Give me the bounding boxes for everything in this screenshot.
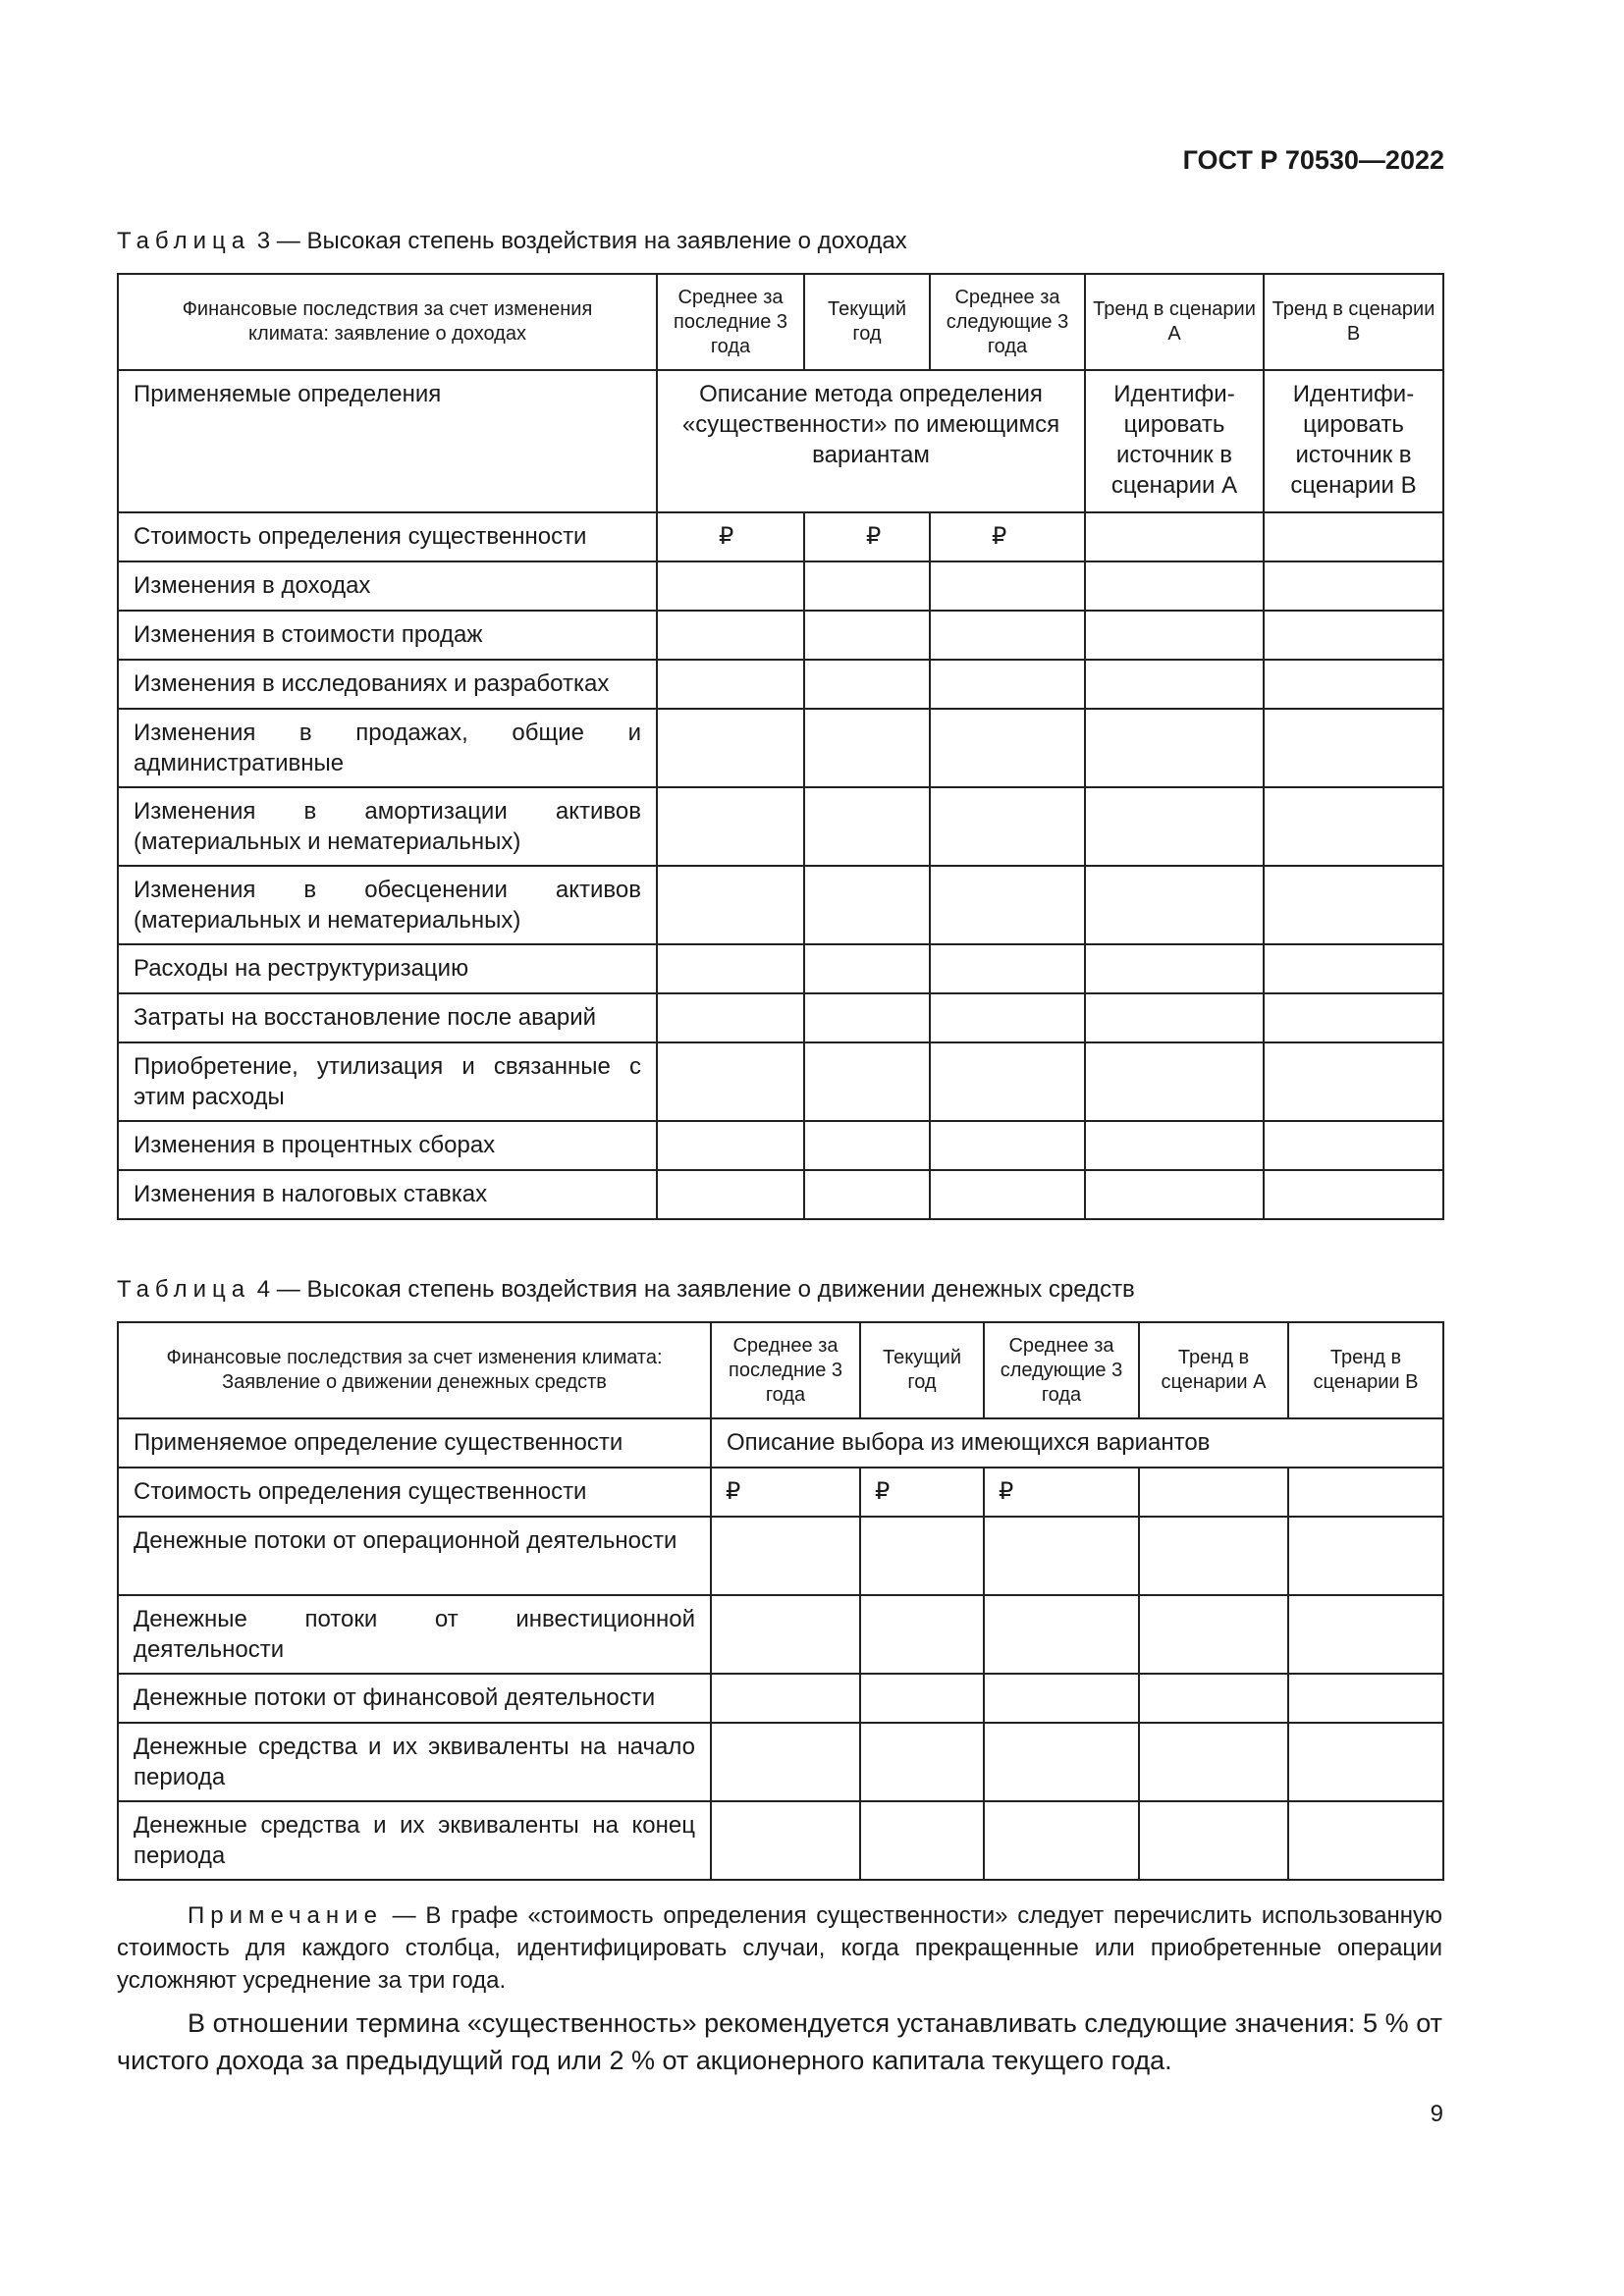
- table3-row-label: Изменения в доходах: [118, 561, 657, 611]
- empty-cell: [1085, 1121, 1264, 1170]
- table4-caption: [117, 1276, 1135, 1304]
- empty-cell: [804, 944, 930, 993]
- table4-row-label: Денежные средства и их эквиваленты на конец периода: [118, 1801, 711, 1880]
- empty-cell: [1085, 993, 1264, 1042]
- empty-cell: [804, 993, 930, 1042]
- table3-caption: [117, 228, 907, 255]
- empty-cell: [711, 1517, 860, 1595]
- empty-cell: [930, 866, 1085, 944]
- empty-cell: [804, 1121, 930, 1170]
- table3-cost-label: Стоимость определения существенности: [118, 512, 657, 561]
- empty-cell: [1288, 1674, 1443, 1723]
- table4-caption-text: 4 — Высокая степень воздействия на заявление о движении денежных средств: [256, 1276, 1135, 1303]
- empty-cell: [930, 944, 1085, 993]
- empty-cell: [804, 611, 930, 660]
- table3-definition-trend-b: Идентифи-цировать источник в сценарии В: [1264, 370, 1443, 512]
- empty-cell: [1085, 512, 1264, 561]
- empty-cell: [711, 1674, 860, 1723]
- table3-caption-label: Таблица: [117, 228, 251, 254]
- empty-cell: [1085, 709, 1264, 787]
- empty-cell: [860, 1517, 984, 1595]
- empty-cell: [1288, 1801, 1443, 1880]
- empty-cell: [1085, 561, 1264, 611]
- table3-row-label: Изменения в налоговых ставках: [118, 1170, 657, 1219]
- empty-cell: [930, 1121, 1085, 1170]
- table3-row-label: Изменения в обесценении активов (материальных и нематериальных): [118, 866, 657, 944]
- empty-cell: [711, 1801, 860, 1880]
- empty-cell: [1264, 561, 1443, 611]
- empty-cell: [1085, 660, 1264, 709]
- empty-cell: [860, 1674, 984, 1723]
- empty-cell: [1288, 1595, 1443, 1674]
- empty-cell: [930, 709, 1085, 787]
- empty-cell: [1085, 1042, 1264, 1121]
- empty-cell: [657, 709, 804, 787]
- note: [117, 1899, 1442, 1997]
- empty-cell: [1264, 944, 1443, 993]
- table4-row-label: Денежные потоки от операционной деятельности: [118, 1517, 711, 1595]
- table4-definition-merged: Описание выбора из имеющихся вариантов: [711, 1418, 1443, 1468]
- table4: [117, 1321, 1444, 1881]
- empty-cell: [1139, 1801, 1288, 1880]
- table3-header-cell: Текущий год: [804, 274, 930, 370]
- table3-row-label: Изменения в исследованиях и разработках: [118, 660, 657, 709]
- table3-header-cell: Тренд в сценарии А: [1085, 274, 1264, 370]
- empty-cell: [984, 1595, 1139, 1674]
- empty-cell: [930, 1170, 1085, 1219]
- empty-cell: [657, 944, 804, 993]
- empty-cell: [804, 660, 930, 709]
- table3-row-label: Расходы на реструктуризацию: [118, 944, 657, 993]
- empty-cell: [1264, 787, 1443, 866]
- empty-cell: [1085, 944, 1264, 993]
- table4-cost-label: Стоимость определения существенности: [118, 1468, 711, 1517]
- empty-cell: [804, 1042, 930, 1121]
- empty-cell: [930, 787, 1085, 866]
- empty-cell: [1139, 1595, 1288, 1674]
- table3-row-label: Изменения в продажах, общие и административные: [118, 709, 657, 787]
- ruble-symbol: ₽: [984, 1468, 1139, 1517]
- table4-header-cell: Тренд в сценарии В: [1288, 1322, 1443, 1418]
- table3-row-label: Затраты на восстановление после аварий: [118, 993, 657, 1042]
- table3-header-cell: Финансовые последствия за счет изменения климата: заявление о доходах: [118, 274, 657, 370]
- page-number: 9: [1430, 2101, 1443, 2127]
- table3-definition-label: Применяемые определения: [118, 370, 657, 512]
- table3-row-label: Изменения в амортизации активов (материальных и нематериальных): [118, 787, 657, 866]
- empty-cell: [804, 561, 930, 611]
- table4-header-cell: Среднее за последние 3 года: [711, 1322, 860, 1418]
- empty-cell: [930, 1042, 1085, 1121]
- empty-cell: [711, 1595, 860, 1674]
- table4-header-cell: Текущий год: [860, 1322, 984, 1418]
- empty-cell: [930, 611, 1085, 660]
- empty-cell: [1264, 660, 1443, 709]
- empty-cell: [930, 561, 1085, 611]
- empty-cell: [711, 1723, 860, 1801]
- empty-cell: [657, 993, 804, 1042]
- empty-cell: [930, 660, 1085, 709]
- empty-cell: [1264, 1121, 1443, 1170]
- empty-cell: [1264, 866, 1443, 944]
- table3-header-cell: Тренд в сценарии В: [1264, 274, 1443, 370]
- empty-cell: [804, 866, 930, 944]
- table4-definition-label: Применяемое определение существенности: [118, 1418, 711, 1468]
- table3-header-cell: Среднее за следующие 3 года: [930, 274, 1085, 370]
- empty-cell: [1264, 1042, 1443, 1121]
- empty-cell: [1085, 787, 1264, 866]
- empty-cell: [1085, 866, 1264, 944]
- empty-cell: [1288, 1468, 1443, 1517]
- ruble-symbol: ₽: [804, 512, 930, 561]
- document-code: ГОСТ Р 70530—2022: [1182, 145, 1444, 175]
- note-text: — В графе «стоимость определения существенности» следует перечислить использованную стоимость для каждого столбца, идентифицировать случаи, когда прекращенные или приобретенные операции усложняют усреднение за три года.: [117, 1902, 1442, 1994]
- empty-cell: [1288, 1723, 1443, 1801]
- empty-cell: [860, 1801, 984, 1880]
- ruble-symbol: ₽: [860, 1468, 984, 1517]
- table3-row-label: Изменения в процентных сборах: [118, 1121, 657, 1170]
- table4-row-label: Денежные потоки от финансовой деятельности: [118, 1674, 711, 1723]
- table4-header-cell: Среднее за следующие 3 года: [984, 1322, 1139, 1418]
- ruble-symbol: ₽: [711, 1468, 860, 1517]
- empty-cell: [804, 709, 930, 787]
- empty-cell: [657, 1042, 804, 1121]
- empty-cell: [804, 787, 930, 866]
- empty-cell: [657, 611, 804, 660]
- empty-cell: [984, 1674, 1139, 1723]
- table3-caption-text: 3 — Высокая степень воздействия на заявление о доходах: [256, 228, 907, 254]
- note-label: Примечание: [188, 1902, 383, 1929]
- empty-cell: [1085, 1170, 1264, 1219]
- empty-cell: [1264, 512, 1443, 561]
- table4-row-label: Денежные средства и их эквиваленты на начало периода: [118, 1723, 711, 1801]
- ruble-symbol: ₽: [657, 512, 804, 561]
- empty-cell: [1085, 611, 1264, 660]
- table4-caption-label: Таблица: [117, 1276, 251, 1303]
- body-paragraph: В отношении термина «существенность» рекомендуется устанавливать следующие значения: 5 % от чистого дохода за предыдущий год или 2 % от акционерного капитала текущего года.: [117, 2008, 1442, 2075]
- empty-cell: [984, 1801, 1139, 1880]
- empty-cell: [657, 1170, 804, 1219]
- empty-cell: [860, 1723, 984, 1801]
- empty-cell: [657, 660, 804, 709]
- table4-header-cell: Тренд в сценарии А: [1139, 1322, 1288, 1418]
- empty-cell: [984, 1517, 1139, 1595]
- table3-row-label: Приобретение, утилизация и связанные с этим расходы: [118, 1042, 657, 1121]
- table3-definition-trend-a: Идентифи-цировать источник в сценарии А: [1085, 370, 1264, 512]
- empty-cell: [1139, 1468, 1288, 1517]
- empty-cell: [657, 866, 804, 944]
- table3: [117, 273, 1444, 1220]
- empty-cell: [984, 1723, 1139, 1801]
- empty-cell: [657, 561, 804, 611]
- empty-cell: [860, 1595, 984, 1674]
- empty-cell: [1264, 709, 1443, 787]
- ruble-symbol: ₽: [930, 512, 1085, 561]
- table4-header-cell: Финансовые последствия за счет изменения климата: Заявление о движении денежных средств: [118, 1322, 711, 1418]
- empty-cell: [657, 1121, 804, 1170]
- empty-cell: [1264, 993, 1443, 1042]
- empty-cell: [1139, 1674, 1288, 1723]
- empty-cell: [1139, 1723, 1288, 1801]
- table3-definition-merged: Описание метода определения «существенности» по имеющимся вариантам: [657, 370, 1085, 512]
- empty-cell: [657, 787, 804, 866]
- empty-cell: [804, 1170, 930, 1219]
- table4-row-label: Денежные потоки от инвестиционной деятельности: [118, 1595, 711, 1674]
- empty-cell: [1264, 1170, 1443, 1219]
- empty-cell: [1139, 1517, 1288, 1595]
- empty-cell: [1264, 611, 1443, 660]
- table3-header-cell: Среднее за последние 3 года: [657, 274, 804, 370]
- empty-cell: [1288, 1517, 1443, 1595]
- empty-cell: [930, 993, 1085, 1042]
- table3-row-label: Изменения в стоимости продаж: [118, 611, 657, 660]
